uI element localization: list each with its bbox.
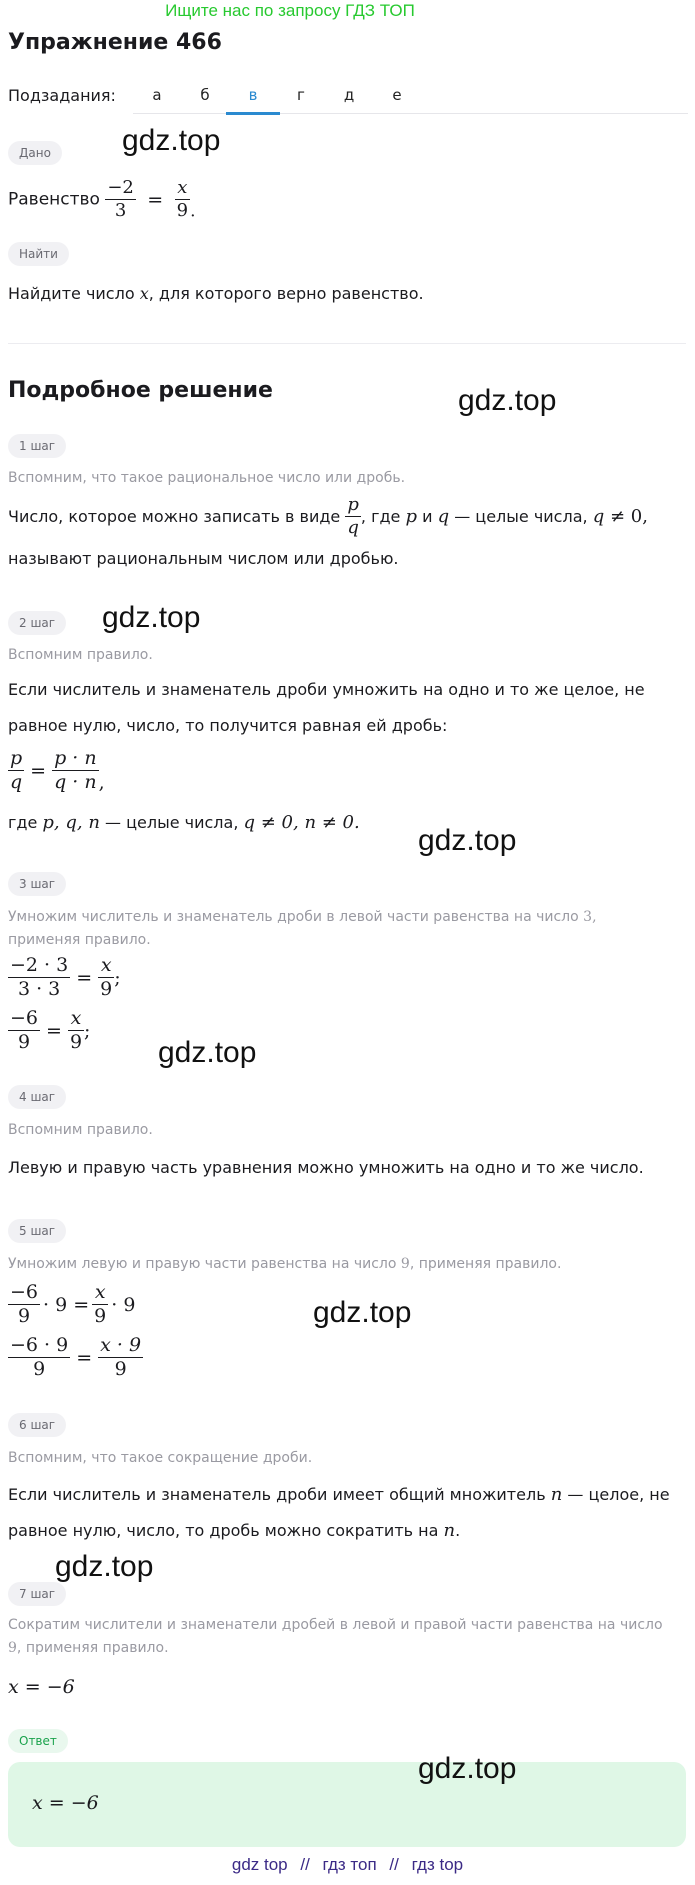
tab-a[interactable]: а — [152, 86, 162, 104]
step-6-text-b: — целое, не — [567, 1485, 670, 1504]
step-3-formula-1: $\frac{-2 \cdot 3}{3 \cdot 3}$ = $\frac{x}{9}$ ; — [10, 954, 121, 1000]
step-3-hint-num: 3, — [583, 909, 597, 925]
step-6-line2: равное нулю, число, то дробь можно сократить на n. — [8, 1520, 461, 1541]
given-equation: Равенство $\frac{-2}{3}$ = $\frac{x}{9}$ . — [8, 177, 196, 222]
tab-d[interactable]: д — [343, 86, 355, 104]
find-var: x — [139, 284, 149, 303]
step-1-text-b: , где — [360, 507, 401, 527]
subtasks-label: Подзадания: — [8, 86, 116, 105]
step-3-rhs-1: $\frac{x}{9}$ — [100, 954, 113, 1000]
watermark: gdz.top — [313, 1296, 412, 1329]
answer-value: x = −6 — [32, 1792, 99, 1814]
given-lhs-fraction — [105, 178, 136, 221]
step-2-line1: Если числитель и знаменатель дроби умножить на одно и то же целое, не — [8, 680, 645, 699]
given-rhs-den: 9 — [176, 199, 189, 221]
step-5-hint-num: 9 — [400, 1256, 410, 1272]
footer — [0, 1855, 695, 1875]
step-7-hint-num: 9 — [8, 1640, 17, 1656]
step-5-hint — [8, 1256, 561, 1272]
step-5-lhs-2: $\frac{-6 \cdot 9}{9}$ — [10, 1334, 69, 1380]
step-3-hint-text: Умножим числитель и знаменатель дроби в левой части равенства на число — [8, 909, 579, 925]
watermark: gdz.top — [102, 601, 201, 634]
given-lhs-num: −2 — [107, 177, 134, 198]
footer-link-2[interactable]: гдз топ — [322, 1855, 377, 1874]
watermark: gdz.top — [458, 384, 557, 417]
step-2-hint: Вспомним правило. — [8, 647, 153, 663]
divider — [8, 343, 686, 344]
step-3-hint-2: применяя правило. — [8, 932, 151, 948]
step-4-line: Левую и правую часть уравнения можно умножить на одно и то же число. — [8, 1158, 644, 1177]
step-6-hint: Вспомним, что такое сокращение дроби. — [8, 1450, 313, 1466]
step-1-text-a: Число, которое можно записать в виде — [8, 507, 341, 527]
find-text-before: Найдите число — [8, 284, 135, 303]
step-4-hint: Вспомним правило. — [8, 1122, 153, 1138]
footer-link-3[interactable]: гдз top — [411, 1855, 464, 1874]
step-3-hint-1 — [8, 909, 597, 925]
footer-separator: // — [389, 1855, 399, 1874]
tab-e[interactable]: е — [392, 86, 402, 104]
watermark: gdz.top — [158, 1036, 257, 1069]
step-1-line2: называют рациональным числом или дробью. — [8, 549, 399, 568]
tab-g[interactable]: г — [297, 86, 305, 104]
step-1-hint: Вспомним, что такое рациональное число или дробь. — [8, 470, 406, 486]
footer-link-1[interactable]: gdz top — [231, 1855, 288, 1874]
step-6-text-a: Если числитель и знаменатель дроби имеет общий множитель — [8, 1485, 546, 1504]
step-2-badge: 2 шаг — [8, 611, 66, 635]
find-text — [8, 284, 424, 303]
watermark: gdz.top — [55, 1550, 154, 1583]
given-badge: Дано — [8, 141, 62, 165]
step-6-text-c: равное нулю, число, то дробь можно сократить на — [8, 1521, 439, 1540]
step-2-formula: $\frac{p}{q}$ = $\frac{p \cdot n}{q \cdot n}$ , — [10, 747, 105, 794]
answer-box — [8, 1762, 686, 1847]
step-7-badge: 7 шаг — [8, 1582, 66, 1606]
step-1-text-c: и — [422, 507, 433, 527]
find-text-after: , для которого верно равенство. — [148, 284, 424, 303]
tab-v[interactable]: в — [238, 86, 268, 104]
step-2-where: где p, q, n — целые числа, q ≠ 0, n ≠ 0. — [8, 812, 360, 833]
solution-title: Подробное решение — [8, 378, 273, 403]
p-over-q-fraction: $\frac{p}{q}$ — [347, 494, 359, 538]
step-7-hint-2 — [8, 1640, 169, 1656]
step-5-rhs-2: $\frac{x \cdot 9}{9}$ — [100, 1334, 142, 1380]
step-1-badge: 1 шаг — [8, 434, 66, 458]
step-7-hint-text: , применяя правило. — [16, 1640, 169, 1656]
pn-qn-fraction: $\frac{p \cdot n}{q \cdot n}$ — [54, 747, 97, 793]
watermark: gdz.top — [418, 1752, 517, 1785]
find-badge: Найти — [8, 242, 69, 266]
answer-badge: Ответ — [8, 1729, 68, 1753]
step-2-where-b: — целые числа, — [105, 813, 239, 832]
step-5-hint-text: Умножим левую и правую части равенства на число — [8, 1256, 397, 1272]
step-6-badge: 6 шаг — [8, 1413, 66, 1437]
p-q-fraction: $\frac{p}{q}$ — [10, 747, 23, 793]
step-3-lhs-1: $\frac{-2 \cdot 3}{3 \cdot 3}$ — [10, 954, 69, 1000]
step-1-text-d: — целые числа, — [454, 507, 588, 527]
step-6-line1: Если числитель и знаменатель дроби имеет общий множитель n — целое, не — [8, 1484, 670, 1505]
step-2-line2: равное нулю, число, то получится равная ей дробь: — [8, 716, 448, 735]
step-4-badge: 4 шаг — [8, 1085, 66, 1109]
given-rhs-num: x — [177, 177, 188, 198]
step-3-lhs-2: $\frac{-6}{9}$ — [10, 1007, 39, 1053]
step-7-result: x = −6 — [8, 1676, 75, 1698]
search-banner: Ищите нас по запросу ГДЗ ТОП — [165, 1, 415, 20]
step-3-badge: 3 шаг — [8, 872, 66, 896]
watermark: gdz.top — [418, 824, 517, 857]
given-lhs-den: 3 — [105, 199, 136, 222]
tab-b[interactable]: б — [200, 86, 210, 104]
step-5-hint-after: , применяя правило. — [409, 1256, 562, 1272]
step-7-hint-1: Сократим числители и знаменатели дробей в левой и правой части равенства на число — [8, 1617, 663, 1633]
step-3-rhs-2: $\frac{x}{9}$ — [69, 1007, 83, 1053]
step-3-formula-2: $\frac{-6}{9}$ = $\frac{x}{9}$ ; — [10, 1007, 91, 1053]
step-2-where-a: где — [8, 813, 38, 832]
page-title: Упражнение 466 — [8, 30, 222, 55]
equals-sign: = — [147, 188, 164, 211]
watermark: gdz.top — [122, 124, 221, 157]
tabs-underline — [133, 113, 688, 114]
step-5-formula-2: $\frac{-6 \cdot 9}{9}$ = $\frac{x \cdot 9}{9}$ — [10, 1334, 142, 1380]
given-prefix: Равенство — [8, 189, 100, 210]
footer-separator: // — [300, 1855, 310, 1874]
step-5-formula-1: $\frac{-6}{9}$ · 9 = $\frac{x}{9}$ · 9 — [10, 1281, 136, 1327]
subtasks-bar — [8, 84, 688, 114]
step-1-line1: Число, которое можно записать в виде $\frac{p}{q}$ , где p и q — целые числа, q ≠ 0, — [8, 494, 648, 538]
given-rhs-fraction — [175, 178, 190, 221]
step-5-rhs-1: $\frac{x}{9}$ — [94, 1281, 107, 1327]
step-5-lhs-1: $\frac{-6}{9}$ — [10, 1281, 39, 1327]
step-6-text-d: . — [455, 1521, 461, 1540]
step-5-badge: 5 шаг — [8, 1219, 66, 1243]
